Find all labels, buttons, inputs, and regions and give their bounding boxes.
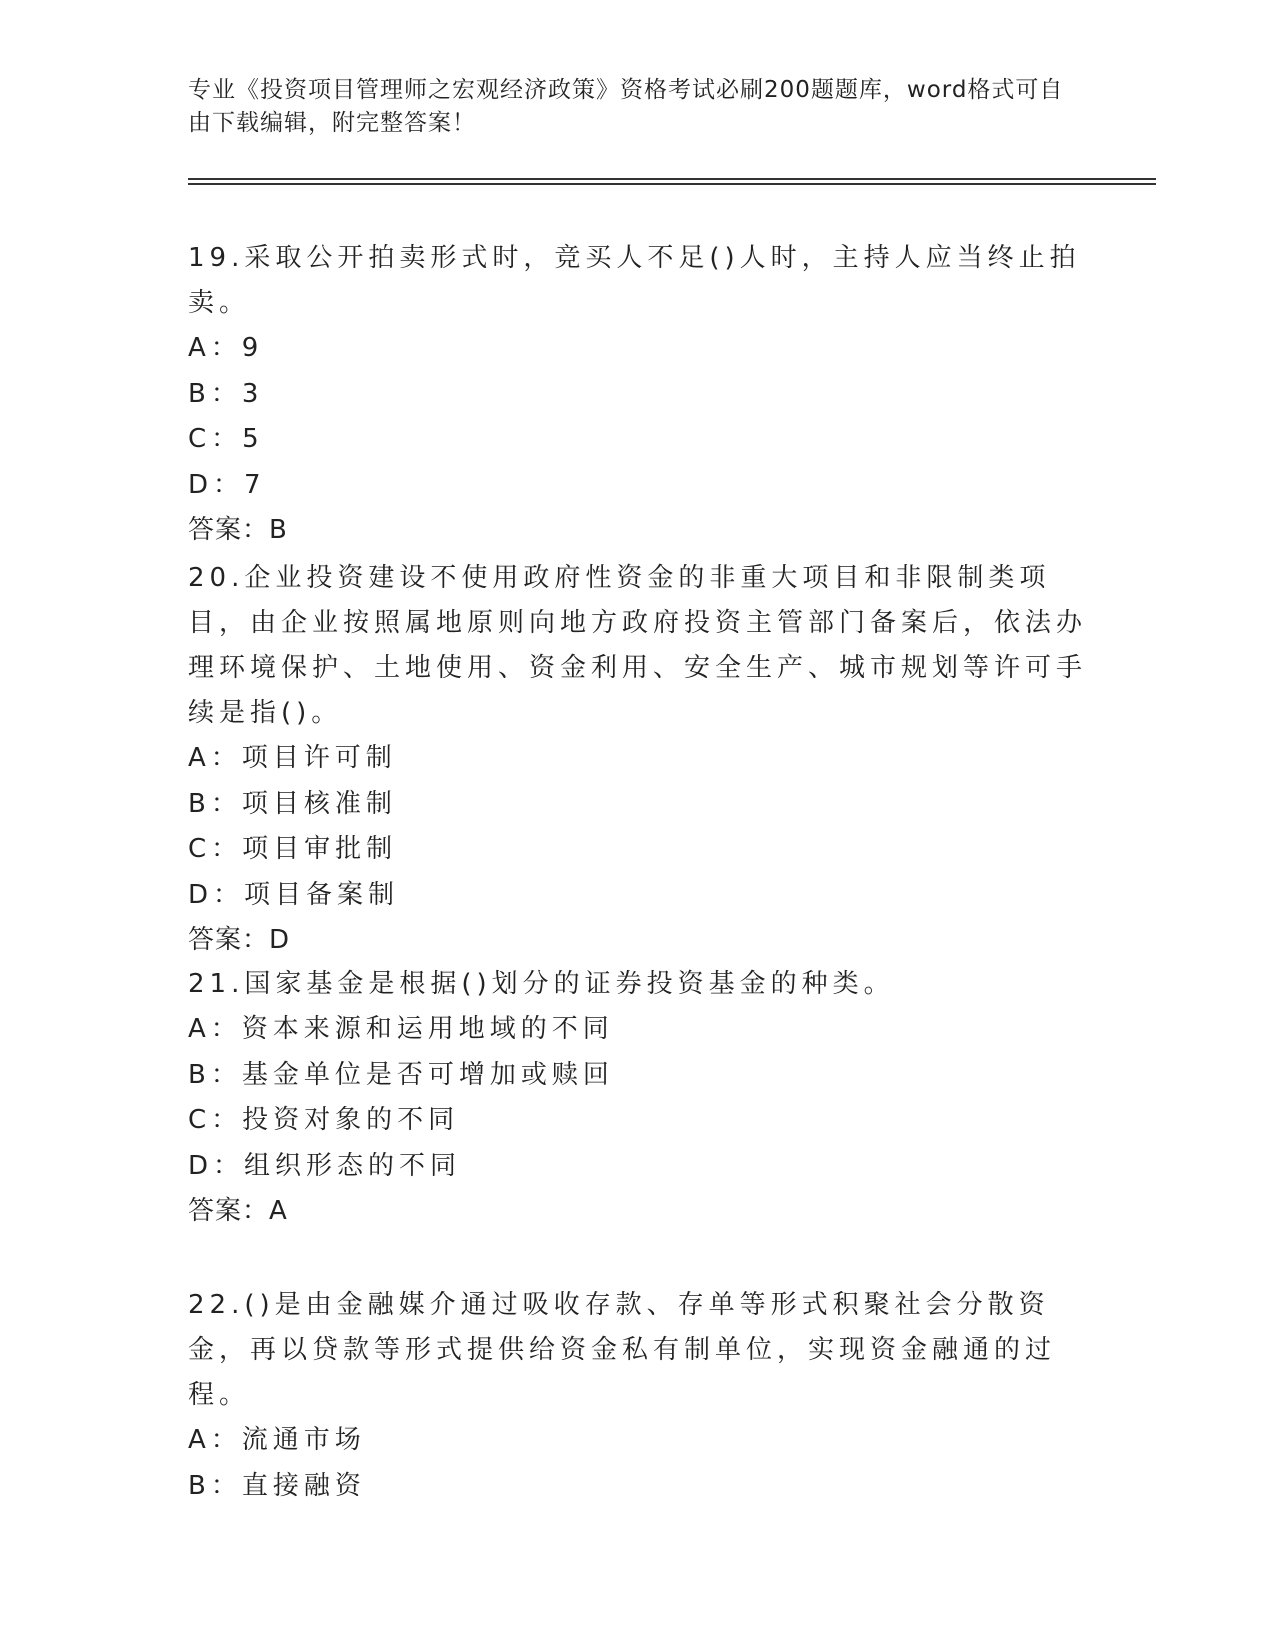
question-stem: 19.采取公开拍卖形式时，竞买人不足()人时，主持人应当终止拍卖。 [188,243,1081,318]
question-20 [188,556,1088,963]
question-21 [188,962,1088,1234]
option-a: A：9 [188,333,264,363]
option-a: A：资本来源和运用地域的不同 [188,1014,614,1044]
question-stem: 20.企业投资建设不使用政府性资金的非重大项目和非限制类项目，由企业按照属地原则向地方政府投资主管部门备案后，依法办理环境保护、土地使用、资金利用、安全生产、城市规划等许可手续是指()。 [188,563,1088,728]
option-b: B：3 [188,378,264,409]
question-stem: 21.国家基金是根据()划分的证券投资基金的种类。 [188,969,895,999]
answer: 答案：D [188,925,291,955]
option-b: B：基金单位是否可增加或赎回 [188,1059,614,1090]
document-header: 专业《投资项目管理师之宏观经济政策》资格考试必刷200题题库，word格式可自由下载编辑，附完整答案！ [188,77,1064,136]
option-a: A：流通市场 [188,1425,366,1455]
option-c: C：项目审批制 [188,834,398,864]
option-d: D：7 [188,469,266,500]
answer: 答案：A [188,1196,288,1226]
question-19 [188,236,1088,553]
option-d: D：组织形态的不同 [188,1150,462,1181]
header-rule-top [188,178,1156,180]
option-c: C：5 [188,424,264,454]
option-b: B：直接融资 [188,1470,366,1501]
question-stem: 22.()是由金融媒介通过吸收存款、存单等形式积聚社会分散资金，再以贷款等形式提供给资金私有制单位，实现资金融通的过程。 [188,1290,1057,1410]
option-b: B：项目核准制 [188,788,397,819]
option-c: C：投资对象的不同 [188,1105,460,1135]
option-a: A：项目许可制 [188,743,397,773]
question-22 [188,1283,1088,1509]
answer: 答案：B [188,515,288,545]
header-rule-bottom [188,183,1156,185]
option-d: D：项目备案制 [188,879,400,910]
